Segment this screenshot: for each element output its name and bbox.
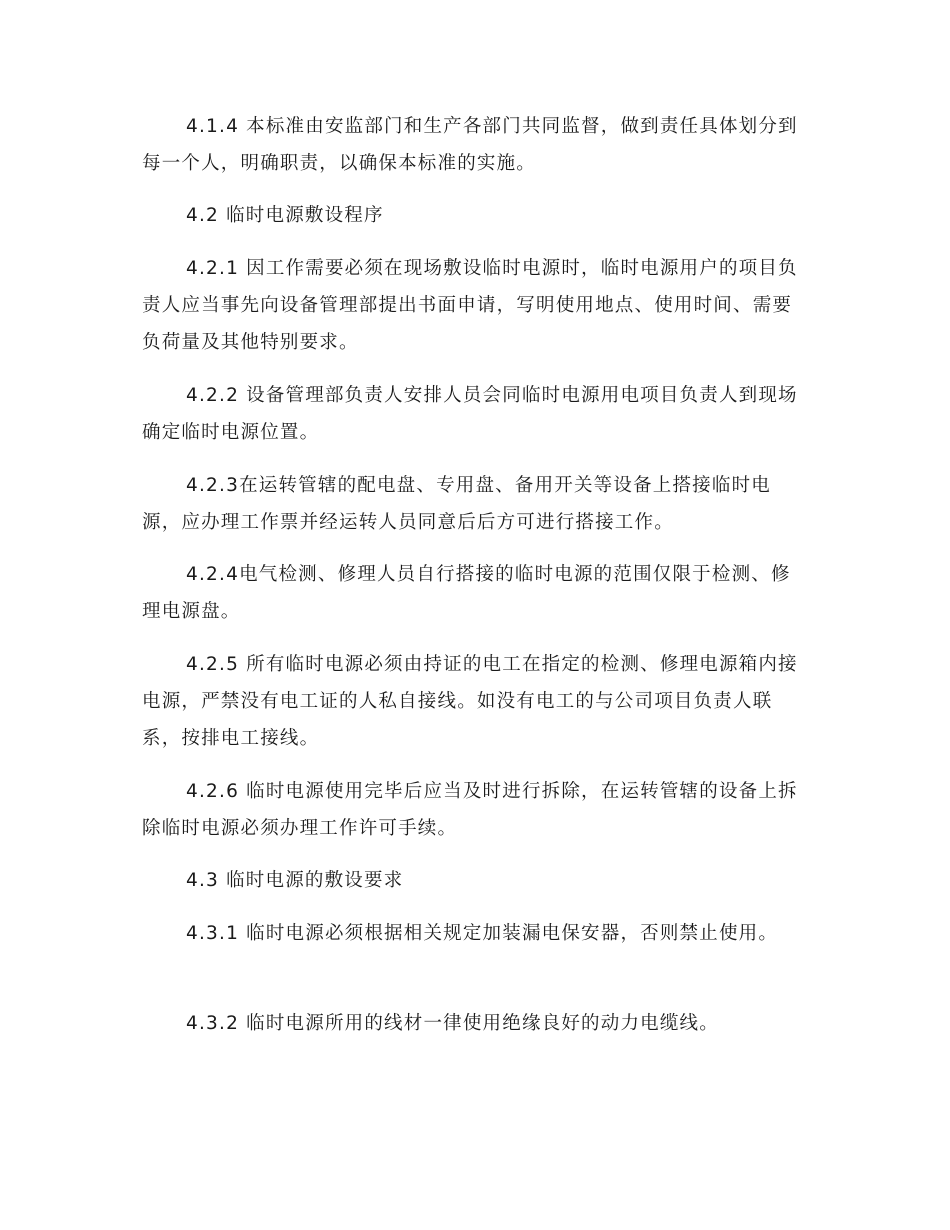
paragraph-4-3-1: 4.3.1 临时电源必须根据相关规定加装漏电保安器，否则禁止使用。 [186, 923, 779, 944]
paragraph-4-2-4: 4.2.4电气检测、修理人员自行搭接的临时电源的范围仅限于检测、修理电源盘。 [142, 564, 791, 622]
paragraph-4-1-4: 4.1.4 本标准由安监部门和生产各部门共同监督，做到责任具体划分到每一个人，明确职责，以确保本标准的实施。 [142, 116, 798, 174]
paragraph-4-2-6: 4.2.6 临时电源使用完毕后应当及时进行拆除，在运转管辖的设备上拆除临时电源必须办理工作许可手续。 [142, 781, 798, 839]
paragraph-4-2-1: 4.2.1 因工作需要必须在现场敷设临时电源时，临时电源用户的项目负责人应当事先向设备管理部提出书面申请，写明使用地点、使用时间、需要负荷量及其他特别要求。 [142, 258, 798, 353]
section-heading-4-3: 4.3 临时电源的敷设要求 [186, 870, 404, 891]
paragraph-4-2-2: 4.2.2 设备管理部负责人安排人员会同临时电源用电项目负责人到现场确定临时电源位置。 [142, 385, 798, 443]
paragraph-4-2-5: 4.2.5 所有临时电源必须由持证的电工在指定的检测、修理电源箱内接电源，严禁没有电工证的人私自接线。如没有电工的与公司项目负责人联系，按排电工接线。 [142, 654, 798, 749]
paragraph-4-2-3: 4.2.3在运转管辖的配电盘、专用盘、备用开关等设备上搭接临时电源，应办理工作票并经运转人员同意后后方可进行搭接工作。 [142, 475, 771, 533]
paragraph-4-3-2: 4.3.2 临时电源所用的线材一律使用绝缘良好的动力电缆线。 [186, 1013, 719, 1034]
section-heading-4-2: 4.2 临时电源敷设程序 [186, 205, 384, 226]
